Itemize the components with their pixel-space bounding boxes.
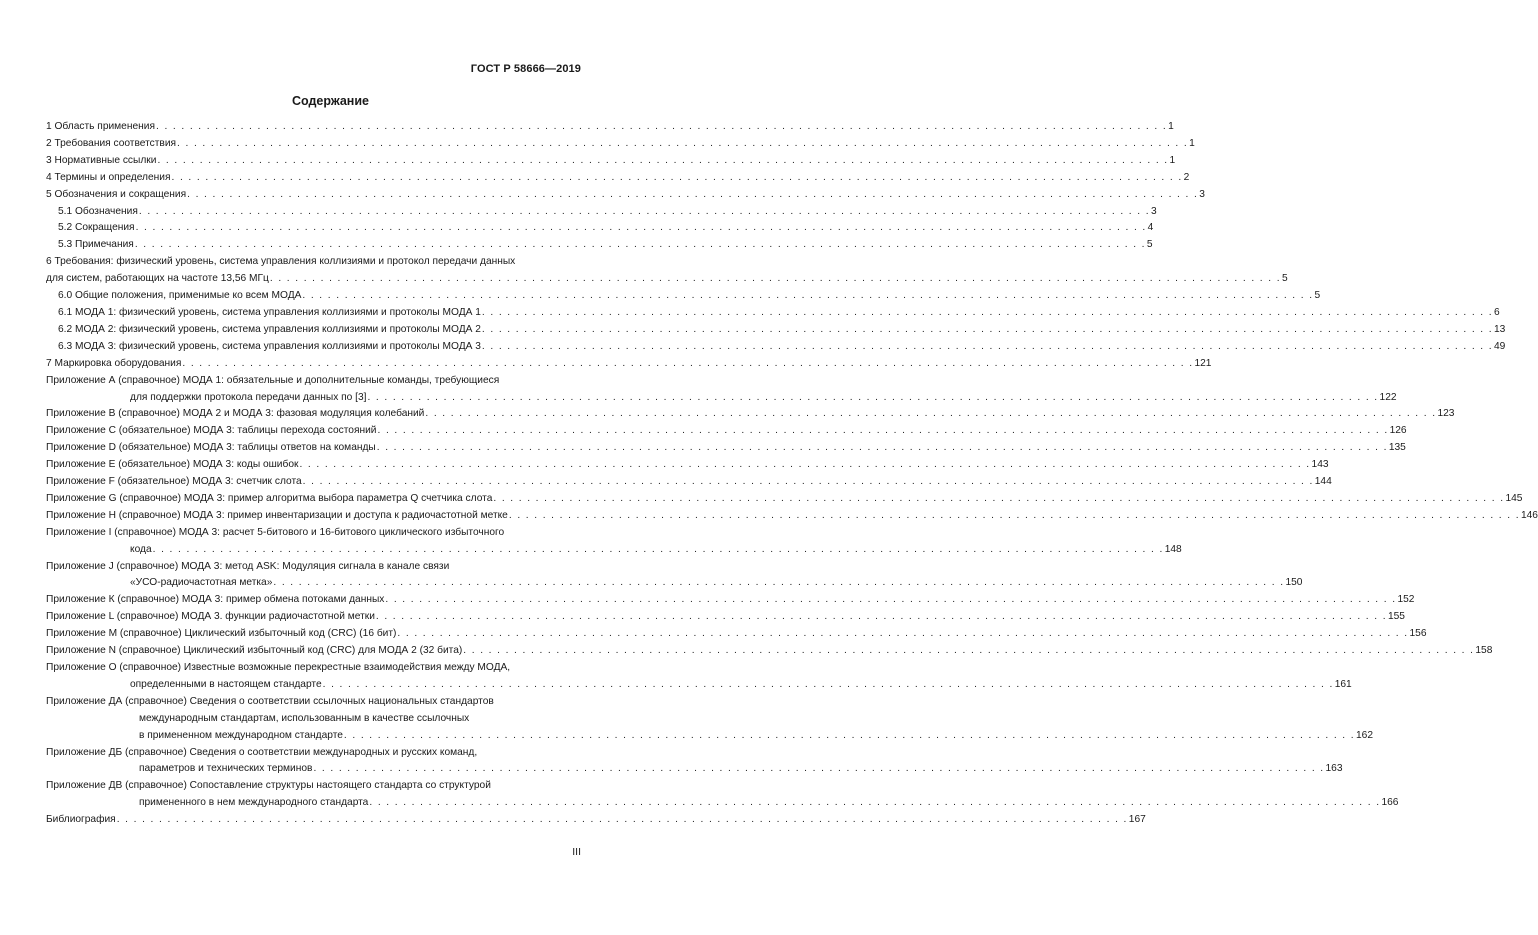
toc-page-number: 1 bbox=[1189, 137, 1195, 149]
toc-page-number: 162 bbox=[1356, 729, 1373, 741]
toc-page-number: 163 bbox=[1325, 763, 1343, 775]
toc-entry-title: Приложение А (справочное) МОДА 1: обязательные и дополнительные команды, требующиеся bbox=[46, 374, 500, 386]
toc-page-number: 4 bbox=[1147, 222, 1154, 234]
toc-entry-title: Приложение ДВ (справочное) Сопоставление структуры настоящего стандарта со структурой bbox=[46, 780, 491, 792]
toc-entry[interactable] bbox=[46, 660, 1352, 694]
toc-entry-title: Приложение G (справочное) МОДА 3: пример алгоритма выбора параметра Q счетчика слота bbox=[46, 492, 493, 504]
toc-entry-title-cont: параметров и технических терминов bbox=[139, 763, 313, 775]
toc-entry-title: 6.1 МОДА 1: физический уровень, система управления коллизиями и протоколы МОДА 1 bbox=[58, 306, 481, 318]
toc-entry-title-cont: международным стандартам, использованным в качестве ссылочных bbox=[139, 712, 470, 724]
toc-entry[interactable] bbox=[46, 204, 1157, 221]
toc-page-number: 144 bbox=[1314, 476, 1332, 488]
toc-entry-title: 6 Требования: физический уровень, система управления коллизиями и протокол передачи данных bbox=[46, 256, 516, 268]
toc-page-number: 135 bbox=[1388, 442, 1406, 454]
toc-entry[interactable] bbox=[46, 339, 1506, 356]
toc-entry-title: Приложение Н (справочное) МОДА 3: пример инвентаризации и доступа к радиочастотной метке bbox=[46, 509, 508, 521]
toc-page-number: 122 bbox=[1379, 391, 1397, 403]
toc-entry[interactable] bbox=[46, 626, 1427, 643]
toc-entry-title-cont: для поддержки протокола передачи данных по [3] bbox=[130, 391, 367, 403]
toc-entry-title: Приложение ДБ (справочное) Сведения о соответствии международных и русских команд, bbox=[46, 746, 478, 758]
toc-entry[interactable] bbox=[46, 305, 1500, 322]
toc-entry-title: 5.3 Примечания bbox=[58, 239, 134, 251]
toc-entry[interactable] bbox=[46, 406, 1455, 423]
toc-entry[interactable] bbox=[46, 288, 1321, 305]
toc-entry-title: 6.2 МОДА 2: физический уровень, система управления коллизиями и протоколы МОДА 2 bbox=[58, 323, 481, 335]
toc-entry[interactable] bbox=[46, 812, 1146, 829]
toc-page-number: 167 bbox=[1128, 814, 1146, 826]
toc-entry-title-cont: определенными в настоящем стандарте bbox=[130, 678, 322, 690]
toc-page-number: 6 bbox=[1493, 306, 1500, 318]
toc-page-number: 123 bbox=[1437, 408, 1455, 420]
toc-page-number: 13 bbox=[1493, 323, 1506, 335]
toc-page-number: 152 bbox=[1397, 594, 1415, 606]
toc-page-number: 145 bbox=[1505, 492, 1523, 504]
toc-entry[interactable] bbox=[46, 440, 1406, 457]
toc-entry-title: 6.0 Общие положения, применимые ко всем МОДА bbox=[58, 290, 302, 302]
toc-entry-title: Приложение В (справочное) МОДА 2 и МОДА 3: фазовая модуляция колебаний bbox=[46, 408, 425, 420]
toc-page-number: 126 bbox=[1389, 425, 1407, 437]
toc-entry-title: Приложение L (справочное) МОДА 3. функции радиочастотной метки bbox=[46, 611, 375, 623]
toc-entry-title: Приложение М (справочное) Циклический избыточный код (CRC) (16 бит) bbox=[46, 628, 397, 640]
toc-entry-title: Приложение F (обязательное) МОДА 3: счетчик слота bbox=[46, 476, 302, 488]
toc-page-number: 156 bbox=[1409, 628, 1427, 640]
toc-entry[interactable] bbox=[46, 643, 1493, 660]
toc-page-number: 5 bbox=[1281, 273, 1288, 285]
toc-entry-title: 5.1 Обозначения bbox=[58, 205, 138, 217]
toc-page-number: 150 bbox=[1285, 577, 1303, 589]
toc-entry[interactable] bbox=[46, 474, 1332, 491]
toc-entry-title: 7 Маркировка оборудования bbox=[46, 357, 182, 369]
toc-entry-title: 6.3 МОДА 3: физический уровень, система управления коллизиями и протоколы МОДА 3 bbox=[58, 340, 481, 352]
toc-entry[interactable] bbox=[46, 745, 1343, 779]
toc-page-number: 148 bbox=[1164, 543, 1182, 555]
toc-page-number: 5 bbox=[1314, 290, 1321, 302]
standard-number: ГОСТ Р 58666—2019 bbox=[470, 63, 581, 75]
toc-entry[interactable] bbox=[46, 373, 1397, 407]
toc-entry[interactable] bbox=[46, 356, 1212, 373]
toc-entry-title: 2 Требования соответствия bbox=[46, 137, 177, 149]
toc-page-number: 49 bbox=[1493, 340, 1506, 352]
toc-entry-title-cont: для систем, работающих на частоте 13,56 МГц bbox=[46, 273, 269, 285]
toc-entry[interactable] bbox=[46, 491, 1523, 508]
toc-page-number: 5 bbox=[1146, 239, 1153, 251]
toc-entry-title: Приложение С (обязательное) МОДА 3: таблицы перехода состояний bbox=[46, 425, 377, 437]
toc-entry[interactable] bbox=[46, 525, 1182, 559]
toc-page-number: 121 bbox=[1194, 357, 1212, 369]
toc-entry[interactable] bbox=[46, 609, 1405, 626]
toc-entry-title-cont: примененного в нем международного стандарта bbox=[139, 797, 369, 809]
toc-entry[interactable] bbox=[46, 254, 1288, 288]
toc-entry[interactable] bbox=[46, 592, 1415, 609]
toc-page-number: 143 bbox=[1311, 459, 1329, 471]
toc-entry[interactable] bbox=[46, 322, 1506, 339]
toc-entry[interactable] bbox=[46, 694, 1373, 745]
toc-entry[interactable] bbox=[46, 187, 1205, 204]
toc-entry-title: 4 Термины и определения bbox=[46, 171, 171, 183]
toc-entry[interactable] bbox=[46, 119, 1174, 136]
toc-entry[interactable] bbox=[46, 423, 1407, 440]
toc-page-number: 158 bbox=[1475, 645, 1493, 657]
toc-page-number: 155 bbox=[1387, 611, 1405, 623]
toc-entry[interactable] bbox=[46, 220, 1154, 237]
toc-entry[interactable] bbox=[46, 237, 1153, 254]
toc-page-number: 3 bbox=[1150, 205, 1157, 217]
toc-page-number: 2 bbox=[1183, 171, 1190, 183]
toc-entry-title: 1 Область применения bbox=[46, 121, 155, 132]
toc-entry-title: Библиография bbox=[46, 814, 116, 826]
toc-page-number: 3 bbox=[1199, 188, 1205, 200]
toc-entry-title: Приложение О (справочное) Известные возможные перекрестные взаимодействия между МОДА, bbox=[46, 662, 511, 673]
toc-page-number: 166 bbox=[1381, 797, 1399, 809]
page-title: Содержание bbox=[291, 94, 369, 108]
toc-page-number: 1 bbox=[1168, 121, 1174, 132]
toc-entry-title: Приложение ДА (справочное) Сведения о соответствии ссылочных национальных стандартов bbox=[46, 695, 494, 707]
toc-page-number: 1 bbox=[1169, 154, 1176, 166]
toc-entry-title: 5 Обозначения и сокращения bbox=[46, 188, 187, 200]
toc-entry[interactable] bbox=[46, 136, 1195, 153]
toc-entry-title: Приложение Е (обязательное) МОДА 3: коды ошибок bbox=[46, 459, 299, 471]
toc-entry-title: Приложение N (справочное) Циклический избыточный код (CRC) для МОДА 2 (32 бита) bbox=[46, 645, 463, 657]
toc-entry-title-cont: в примененном международном стандарте bbox=[139, 729, 343, 741]
toc-entry[interactable] bbox=[46, 559, 1303, 593]
toc-entry-title-cont: «УСО-радиочастотная метка» bbox=[130, 577, 273, 589]
toc-entry-title-cont: кода bbox=[130, 543, 152, 555]
toc-page-number: 161 bbox=[1334, 678, 1352, 690]
page-number: III bbox=[572, 846, 581, 858]
toc-entry-title: Приложение D (обязательное) МОДА 3: таблицы ответов на команды bbox=[46, 442, 376, 454]
toc-entry[interactable] bbox=[46, 457, 1329, 474]
toc-entry[interactable] bbox=[46, 508, 1538, 525]
toc-entry-title: Приложение I (справочное) МОДА 3: расчет 5-битового и 16-битового циклического избыточного bbox=[46, 526, 505, 538]
toc-entry-title: 3 Нормативные ссылки bbox=[46, 154, 157, 166]
toc-entry-title: Приложение J (справочное) МОДА 3: метод ASK: Модуляция сигнала в канале связи bbox=[46, 560, 450, 572]
table-of-contents bbox=[46, 119, 1538, 829]
toc-entry-title: 5.2 Сокращения bbox=[58, 222, 135, 234]
toc-entry[interactable] bbox=[46, 778, 1399, 812]
toc-entry[interactable] bbox=[46, 170, 1190, 187]
toc-entry-title: Приложение К (справочное) МОДА 3: пример обмена потоками данных bbox=[46, 594, 385, 606]
toc-page-number: 146 bbox=[1520, 509, 1538, 521]
toc-entry[interactable] bbox=[46, 153, 1176, 170]
